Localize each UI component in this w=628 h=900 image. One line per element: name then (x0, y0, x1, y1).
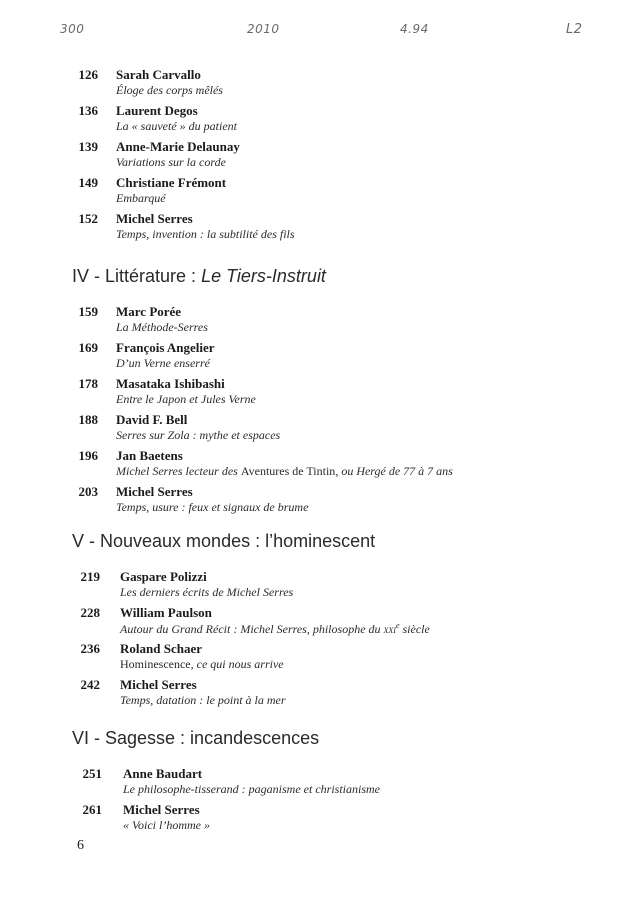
page-ref: 251 (82, 766, 102, 781)
essay-title-part: Aventures de Tintin (240, 464, 336, 478)
toc-entry (0, 301, 628, 337)
essay-title (120, 621, 430, 637)
author-name: Michel Serres (123, 802, 200, 817)
page-ref: 236 (80, 641, 100, 656)
page-ref: 242 (80, 677, 100, 692)
author-name: Marc Porée (116, 304, 182, 319)
author-name: Masataka Ishibashi (116, 376, 225, 391)
essay-title: Serres sur Zola : mythe et espaces (116, 428, 281, 442)
essay-title: Temps, usure : feux et signaux de brume (116, 500, 309, 514)
essay-title-part: xxi (383, 624, 396, 636)
page-ref: 149 (78, 175, 98, 190)
toc-section (0, 64, 628, 244)
handwritten-note: 300 (60, 22, 85, 36)
essay-title: Variations sur la corde (116, 155, 226, 169)
section-heading-prefix: IV - Littérature : (72, 266, 202, 286)
page-ref: 261 (82, 802, 102, 817)
author-name: Michel Serres (120, 677, 197, 692)
page-ref: 219 (80, 569, 100, 584)
page-ref: 188 (78, 412, 98, 427)
section-heading (72, 263, 628, 289)
toc-entry (0, 763, 628, 799)
page-ref: 159 (78, 304, 98, 319)
toc-entry (0, 373, 628, 409)
handwritten-note: L2 (566, 22, 583, 37)
essay-title: La Méthode-Serres (116, 320, 208, 334)
essay-title: Entre le Japon et Jules Verne (116, 392, 256, 406)
author-name: David F. Bell (116, 412, 188, 427)
essay-title (120, 657, 284, 672)
essay-title-part: , ou Hergé de 77 à 7 ans (335, 464, 453, 478)
essay-title: Éloge des corps mêlés (116, 83, 223, 97)
author-name: Michel Serres (116, 484, 193, 499)
author-name: Michel Serres (116, 211, 193, 226)
toc-entry (0, 602, 628, 638)
essay-title-part: siècle (399, 622, 430, 636)
page-ref: 203 (78, 484, 98, 499)
toc-section (0, 263, 628, 517)
page-ref: 139 (78, 139, 98, 154)
toc-section (0, 528, 628, 710)
author-name: Christiane Frémont (116, 175, 227, 190)
toc-entry (0, 674, 628, 710)
author-name: Gaspare Polizzi (120, 569, 207, 584)
page-number: 6 (77, 838, 84, 853)
page-ref: 196 (78, 448, 98, 463)
section-heading-subtitle: Le Tiers-Instruit (201, 266, 326, 286)
page-ref: 136 (78, 103, 98, 118)
essay-title-part: Michel Serres lecteur des (116, 464, 241, 478)
toc-entry (0, 445, 628, 481)
author-name: Laurent Degos (116, 103, 198, 118)
essay-title-part: Hominescence (120, 657, 191, 671)
author-name: François Angelier (116, 340, 215, 355)
essay-title: Temps, invention : la subtilité des fils (116, 227, 295, 241)
essay-title-part: e (395, 621, 400, 630)
page-ref: 126 (78, 67, 98, 82)
toc-entry (0, 100, 628, 136)
essay-title: La « sauveté » du patient (116, 119, 237, 133)
page-ref: 228 (80, 605, 100, 620)
toc-entry (0, 64, 628, 100)
toc-entry (0, 638, 628, 674)
author-name: Sarah Carvallo (116, 67, 201, 82)
essay-title: Temps, datation : le point à la mer (120, 693, 286, 707)
toc-entry (0, 337, 628, 373)
essay-title (116, 464, 453, 479)
essay-title: Les derniers écrits de Michel Serres (120, 585, 294, 599)
toc-entry (0, 566, 628, 602)
author-name: Anne-Marie Delaunay (116, 139, 240, 154)
section-heading: V - Nouveaux mondes : l’hominescent (72, 531, 376, 551)
section-heading: VI - Sagesse : incandescences (72, 728, 320, 748)
page-ref: 169 (78, 340, 98, 355)
essay-title: Embarqué (116, 191, 166, 205)
handwritten-note: 2010 (247, 22, 280, 36)
essay-title: « Voici l’homme » (123, 818, 210, 832)
author-name: Anne Baudart (123, 766, 203, 781)
essay-title: Le philosophe-tisserand : paganisme et christianisme (123, 782, 380, 796)
page-ref: 152 (78, 211, 98, 226)
toc-section (0, 725, 628, 835)
toc-entry (0, 172, 628, 208)
toc-entry (0, 136, 628, 172)
page-ref: 178 (78, 376, 98, 391)
essay-title-part: , ce qui nous arrive (190, 657, 284, 671)
toc-entry (0, 481, 628, 517)
author-name: Jan Baetens (116, 448, 183, 463)
author-name: Roland Schaer (120, 641, 202, 656)
essay-title: D’un Verne enserré (116, 356, 210, 370)
author-name: William Paulson (120, 605, 212, 620)
essay-title-part: Autour du Grand Récit : Michel Serres, philosophe du (120, 622, 384, 636)
toc-entry (0, 208, 628, 244)
toc-entry (0, 409, 628, 445)
toc-entry (0, 799, 628, 835)
handwritten-note: 4.94 (400, 22, 429, 36)
